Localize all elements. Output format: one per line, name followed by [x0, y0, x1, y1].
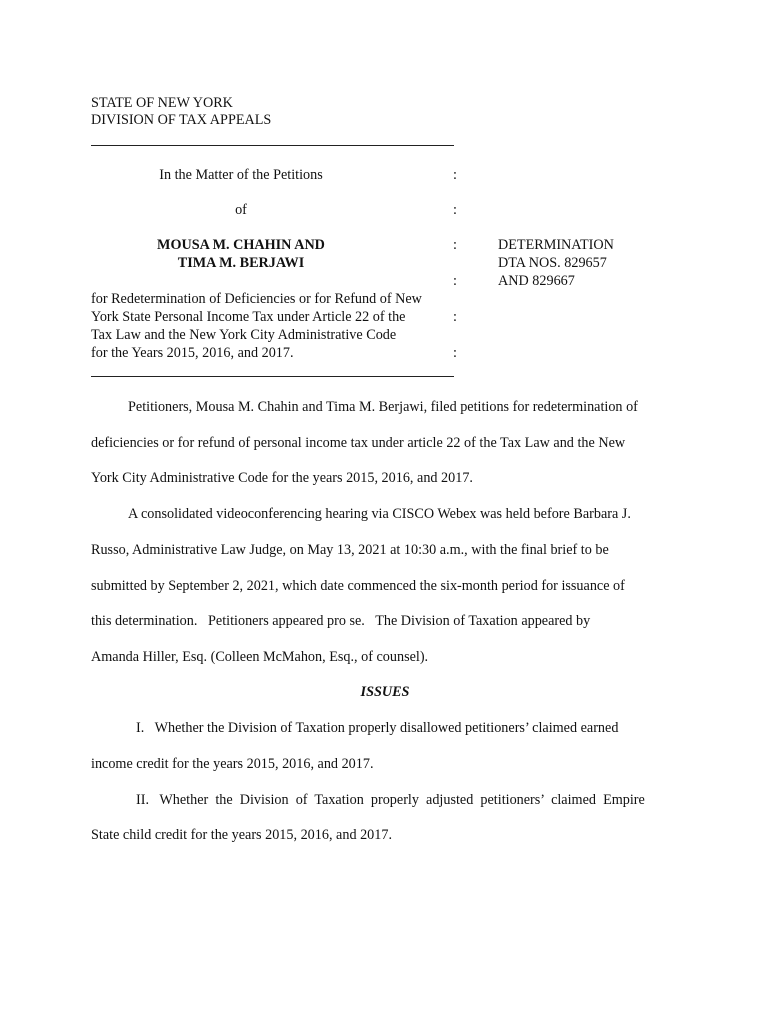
issue-line: II. Whether the Division of Taxation properly adjusted petitioners’ claimed Empire — [136, 792, 645, 808]
petitioner-name-1: MOUSA M. CHAHIN AND — [157, 237, 325, 253]
caption-colon: : — [453, 273, 457, 289]
paragraph-line: Petitioners, Mousa M. Chahin and Tima M. Berjawi, filed petitions for redetermination of — [128, 399, 638, 415]
caption-matter: In the Matter of the Petitions — [159, 167, 323, 183]
paragraph-line: this determination. Petitioners appeared pro se. The Division of Taxation appeared by — [91, 613, 591, 629]
caption-purpose-line: for Redetermination of Deficiencies or for Refund of New — [91, 291, 422, 307]
issues-heading: ISSUES — [360, 684, 410, 700]
caption-colon: : — [453, 167, 457, 183]
agency-division: DIVISION OF TAX APPEALS — [91, 112, 272, 128]
issue-line: State child credit for the years 2015, 2016, and 2017. — [91, 827, 393, 843]
agency-state: STATE OF NEW YORK — [91, 95, 233, 111]
paragraph-line: A consolidated videoconferencing hearing via CISCO Webex was held before Barbara J. — [128, 506, 631, 522]
dta-numbers: DTA NOS. 829657 — [498, 255, 607, 271]
paragraph-line: Amanda Hiller, Esq. (Colleen McMahon, Esq., of counsel). — [91, 649, 429, 665]
issue-line: I. Whether the Division of Taxation properly disallowed petitioners’ claimed earned — [136, 720, 619, 736]
issue-line: income credit for the years 2015, 2016, and 2017. — [91, 756, 374, 772]
caption-colon: : — [453, 309, 457, 325]
caption-colon: : — [453, 237, 457, 253]
caption-colon: : — [453, 345, 457, 361]
caption-purpose-line: York State Personal Income Tax under Article 22 of the — [91, 309, 406, 325]
caption-purpose-line: for the Years 2015, 2016, and 2017. — [91, 345, 294, 361]
caption-top-rule — [91, 145, 454, 146]
paragraph-line: York City Administrative Code for the years 2015, 2016, and 2017. — [91, 470, 473, 486]
dta-numbers-cont: AND 829667 — [498, 273, 575, 289]
caption-purpose-line: Tax Law and the New York City Administrative Code — [91, 327, 397, 343]
caption-of: of — [235, 202, 247, 218]
paragraph-line: submitted by September 2, 2021, which date commenced the six-month period for issuance of — [91, 578, 625, 594]
paragraph-line: Russo, Administrative Law Judge, on May 13, 2021 at 10:30 a.m., with the final brief to be — [91, 542, 609, 558]
caption-bottom-rule — [91, 376, 454, 377]
caption-colon: : — [453, 202, 457, 218]
determination-label: DETERMINATION — [498, 237, 614, 253]
petitioner-name-2: TIMA M. BERJAWI — [177, 255, 305, 271]
paragraph-line: deficiencies or for refund of personal income tax under article 22 of the Tax Law and the New — [91, 435, 626, 451]
